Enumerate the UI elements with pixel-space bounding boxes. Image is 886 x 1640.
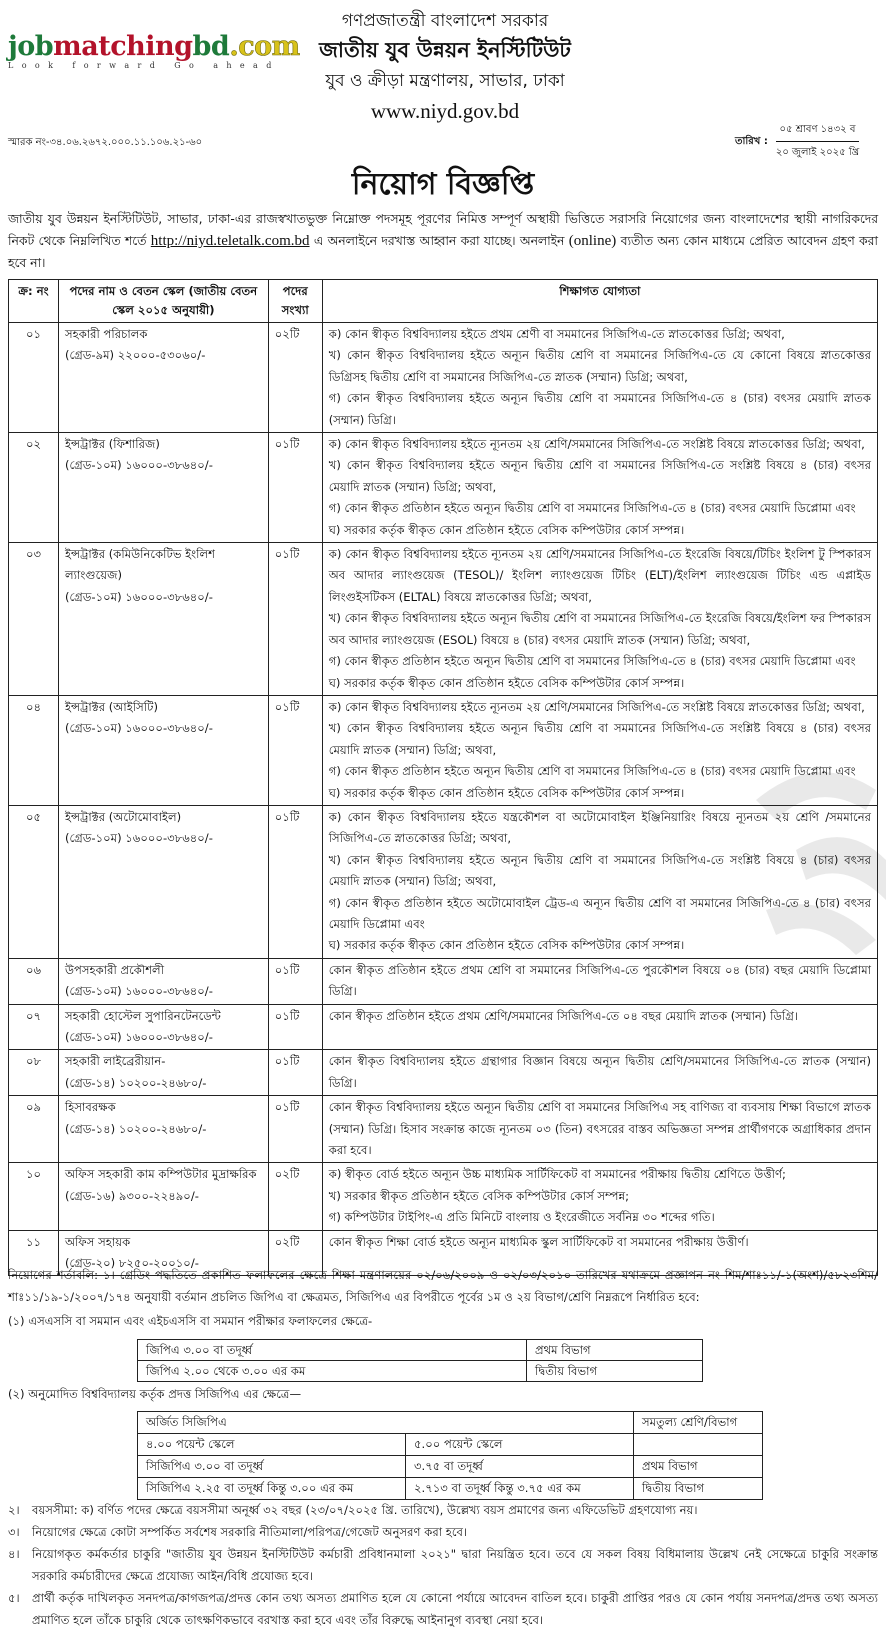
row-qualification: [322, 433, 877, 543]
qualification-item: কোন স্বীকৃত বিশ্ববিদ্যালয় হইতে অন্যূন দ্বিতীয় শ্রেণি বা সমমানের সিজিপিএ সহ বাণিজ্য বা ব্যবসায় শিক্ষা বিভাগে স্নাতক (সম্মান) ডিগ্রি। হিসাব সংক্রান্ত কাজে ন্যূনতম ০৩ (তিন) বৎসরের বাস্তব অভিজ্ঞতা সম্পন্ন প্রার্থীগণকে অগ্রাধিকার প্রদান করা হবে।: [328, 1100, 871, 1158]
page-title: নিয়োগ বিজ্ঞপ্তি: [351, 167, 535, 202]
post-name: অফিস সহকারী কাম কম্পিউটার মুদ্রাক্ষরিক: [64, 1167, 257, 1182]
government-name: গণপ্রজাতন্ত্রী বাংলাদেশ সরকার: [341, 11, 549, 31]
qualification-item: কোন স্বীকৃত বিশ্ববিদ্যালয় হইতে গ্রন্থাগার বিজ্ঞান বিষয়ে অন্যূন দ্বিতীয় শ্রেণি/সমমানের সিজিপিএ-তে স্নাতক (সম্মান) ডিগ্রি।: [328, 1054, 871, 1090]
qualification-item: ক) কোন স্বীকৃত বিশ্ববিদ্যালয় হইতে ন্যূনতম ২য় শ্রেণি/সমমানের সিজিপিএ-তে ইংরেজি বিষয়ে/টিচিং ইংলিশ টু স্পিকারস অব আদার ল্যাংগুয়েজ (TESOL)/ ইংলিশ ল্যাংগুয়েজ টিচিং (ELT)/ইংলিশ ল্যাংগুয়েজ টিচিং এন্ড এপ্লাইড লিংগুইসটিকস (ELTAL) বিষয়ে স্নাতকোত্তর ডিগ্রি; অথবা,: [328, 547, 871, 604]
conditions-intro: নিয়োগের শর্তাবলি: ১। গ্রেডিং পদ্ধতিতে প্রকাশিত ফলাফলের ক্ষেত্রে শিক্ষা মন্ত্রণালয়ের ০২/০৬/২০০৯ ও ০২/০৩/২০১০ তারিখের যথাক্রমে প্রজ্ঞাপন নং শিম/শাঃ১১/-১(অংশ)/৫৮২৩শিম/শাঃ১১/১৯-১/২০০৭/১৭৪ অনুযায়ী বর্তমান প্রচলিত জিপিএ বা ক্ষেত্রমত, সিজিপিএ এর বিপরীতে পূর্বের ১ম ও ২য় বিভাগ/শ্রেণি নিম্নরূপে নির্ধারিত হবে:: [8, 1268, 878, 1304]
rule-item: ৪। নিয়োগকৃত কর্মকর্তার চাকুরি "জাতীয় যুব উন্নয়ন ইনস্টিটিউট কর্মচারী প্রবিধানমালা ২০২১" দ্বারা নিয়ন্ত্রিত হবে। তবে যে সকল বিষয় বিধিমালায় উল্লেখ নেই সেক্ষেত্রে চাকুরি সংক্রান্ত সরকারি কর্মচারীদের ক্ষেত্রে প্রযোজ্য আইন/বিধি প্রযোজ্য হবে।: [8, 1547, 878, 1583]
table-row: [9, 1050, 878, 1096]
cgpa-table: [137, 1411, 763, 1500]
table-row: [9, 543, 878, 696]
row-serial: ০৪: [9, 695, 59, 805]
memo-number: স্মারক নং-৩৪.০৬.২৬৭২.০০০.১১.১০৬.২১-৬০: [8, 137, 203, 148]
row-qualification: [322, 543, 877, 696]
qualification-item: ঘ) সরকার কর্তৃক স্বীকৃত কোন প্রতিষ্ঠান হইতে বেসিক কম্পিউটার কোর্স সম্পন্ন।: [328, 938, 685, 953]
post-name: অফিস সহায়ক: [64, 1234, 131, 1249]
row-post: [58, 433, 268, 543]
table-row: [9, 1163, 878, 1230]
letterhead: [290, 8, 600, 126]
row-count: ০১টি: [268, 1050, 322, 1096]
header-post: পদের নাম ও বেতন স্কেল (জাতীয় বেতন স্কেল ২০১৫ অনুযায়ী): [58, 280, 268, 323]
row-qualification: [322, 323, 877, 433]
pay-scale: (গ্রেড-২০) ৮২৫০-২০০১০/-: [64, 1256, 199, 1271]
qualification-item: খ) কোন স্বীকৃত বিশ্ববিদ্যালয় হইতে অন্যূন দ্বিতীয় শ্রেণি বা সমমানের সিজিপিএ-তে যে কোনো বিষয়ে স্নাতকোত্তর ডিগ্রিসহ দ্বিতীয় শ্রেণি বা সমমানের সিজিপিএ-তে স্নাতক (সম্মান) ডিগ্রি; অথবা,: [328, 348, 871, 384]
row-serial: ১০: [9, 1163, 59, 1230]
row-count: ০১টি: [268, 1004, 322, 1050]
row-post: [58, 958, 268, 1004]
row-count: ০১টি: [268, 543, 322, 696]
row-serial: ০২: [9, 433, 59, 543]
post-name: ইন্সট্রাক্টর (অটোমোবাইল): [64, 809, 182, 824]
gpa-row: জিপিএ ৩.০০ বা তদূর্ধ্ব প্রথম বিভাগ: [138, 1340, 703, 1361]
logo-wordmark: jobmatchingbd.com: [8, 31, 300, 62]
table-row: [9, 695, 878, 805]
post-name: সহকারী লাইব্রেরীয়ান-: [64, 1054, 166, 1069]
qualification-item: খ) কোন স্বীকৃত বিশ্ববিদ্যালয় হইতে অন্যূন দ্বিতীয় শ্রেণি বা সমমানের সিজিপিএ-তে সংশ্লিষ্ট বিষয়ে ৪ (চার) বৎসর মেয়াদি স্নাতক (সম্মান) ডিগ্রি; অথবা,: [328, 458, 871, 494]
post-name: সহকারী পরিচালক: [64, 327, 148, 341]
post-name: হিসাবরক্ষক: [64, 1100, 116, 1115]
website-link[interactable]: www.niyd.gov.bd: [370, 99, 520, 123]
qualification-item: গ) কোন স্বীকৃত বিশ্ববিদ্যালয় হইতে অন্যূন দ্বিতীয় শ্রেণি বা সমমানের সিজিপিএ-তে ৪ (চার) বৎসর মেয়াদি স্নাতক (সম্মান) ডিগ্রি।: [328, 391, 871, 427]
row-count: ০২টি: [268, 323, 322, 433]
cgpa-header-row: অর্জিত সিজিপিএ সমতুল্য শ্রেণি/বিভাগ: [138, 1412, 763, 1434]
qualification-item: ক) কোন স্বীকৃত বিশ্ববিদ্যালয় হইতে ন্যূনতম ২য় শ্রেণি/সমমানের সিজিপিএ-তে সংশ্লিষ্ট বিষয়ে স্নাতকোত্তর ডিগ্রি; অথবা,: [328, 437, 865, 452]
table-row: [9, 323, 878, 433]
qualification-item: খ) কোন স্বীকৃত বিশ্ববিদ্যালয় হইতে অন্যূন দ্বিতীয় শ্রেণি বা সমমানের সিজিপিএ-তে সংশ্লিষ্ট বিষয়ে ৪ (চার) বৎসর মেয়াদি স্নাতক (সম্মান) ডিগ্রি; অথবা,: [328, 852, 871, 889]
pay-scale: (গ্রেড-১৪) ১০২০০-২৪৬৮০/-: [64, 1121, 207, 1136]
ssc-hsc-subheading: (১) এসএসসি বা সমমান এবং এইচএসসি বা সমমান পরীক্ষার ফলাফলের ক্ষেত্রে-: [8, 1314, 373, 1328]
qualification-item: গ) কোন স্বীকৃত প্রতিষ্ঠান হইতে অটোমোবাইল ট্রেড-এ অন্যূন দ্বিতীয় শ্রেণি বা সমমানের সিজিপিএ-তে ৪ (চার) বৎসর মেয়াদি ডিপ্লোমা এবং: [328, 895, 871, 931]
date-bangla: ০৫ শ্রাবণ ১৪৩২ ব: [776, 122, 859, 142]
cgpa-row: সিজিপিএ ৩.০০ বা তদূর্ধ্ব ৩.৭৫ বা তদূর্ধ্ব প্রথম বিভাগ: [138, 1456, 763, 1478]
apply-link[interactable]: http://niyd.teletalk.com.bd: [150, 233, 310, 249]
row-qualification: [322, 958, 877, 1004]
qualification-item: ক) কোন স্বীকৃত বিশ্ববিদ্যালয় হইতে ন্যূনতম ২য় শ্রেণি/সমমানের সিজিপিএ-তে সংশ্লিষ্ট বিষয়ে স্নাতকোত্তর ডিগ্রি; অথবা,: [328, 699, 865, 714]
row-post: [58, 323, 268, 433]
row-count: ০১টি: [268, 805, 322, 958]
qualification-item: ক) কোন স্বীকৃত বিশ্ববিদ্যালয় হইতে প্রথম শ্রেণী বা সমমানের সিজিপিএ-তে স্নাতকোত্তর ডিগ্রি; অথবা,: [328, 327, 785, 341]
row-post: [58, 1096, 268, 1163]
rule-item: ৩। নিয়োগের ক্ষেত্রে কোটা সম্পর্কিত সর্বশেষ সরকারি নীতিমালা/পরিপত্র/গেজেট অনুসরণ করা হবে।: [8, 1525, 468, 1539]
qualification-item: গ) কোন স্বীকৃত প্রতিষ্ঠান হইতে অন্যূন দ্বিতীয় শ্রেণি বা সমমানের সিজিপিএ-তে ৪ (চার) বৎসর মেয়াদি ডিপ্লোমা এবং: [328, 501, 856, 516]
pay-scale: (গ্রেড-১০ম) ১৬০০০-৩৮৬৪০/-: [64, 1030, 213, 1044]
row-qualification: [322, 805, 877, 958]
row-serial: ০১: [9, 323, 59, 433]
header-qualification: শিক্ষাগত যোগ্যতা: [322, 280, 877, 323]
row-qualification: [322, 1096, 877, 1163]
pay-scale: (গ্রেড-১৪) ১০২০০-২৪৬৮০/-: [64, 1075, 207, 1090]
post-name: ইন্সট্রাক্টর (আইসিটি): [64, 699, 158, 714]
row-count: ০২টি: [268, 1163, 322, 1230]
pay-scale: (গ্রেড-১০ম) ১৬০০০-৩৮৬৪০/-: [64, 831, 213, 846]
row-serial: ০৮: [9, 1050, 59, 1096]
intro-paragraph: জাতীয় যুব উন্নয়ন ইনস্টিটিউট, সাভার, ঢাকা-এর রাজস্বখাতভুক্ত নিম্নোক্ত পদসমূহ পূরণের নিমিত্ত সম্পূর্ণ অস্থায়ী ভিত্তিতে সরাসরি নিয়োগের জন্য বাংলাদেশের স্থায়ী নাগরিকদের নিকট থেকে নিম্নলিখিত শর্তে http://niyd.teletalk.com.bd এ অনলাইনে দরখাস্ত আহ্বান করা যাচ্ছে। অনলাইন (online) ব্যতীত অন্য কোন মাধ্যমে প্রেরিত আবেদন গ্রহণ করা হবে না।: [8, 212, 878, 270]
header-count: পদের সংখ্যা: [268, 280, 322, 323]
ministry-address: যুব ও ক্রীড়া মন্ত্রণালয়, সাভার, ঢাকা: [325, 71, 565, 91]
vacancy-rows: [9, 323, 878, 1276]
row-count: ০১টি: [268, 433, 322, 543]
row-serial: ০৯: [9, 1096, 59, 1163]
gpa-row: জিপিএ ২.০০ থেকে ৩.০০ এর কম দ্বিতীয় বিভাগ: [138, 1361, 703, 1382]
qualification-item: ঘ) সরকার কর্তৃক স্বীকৃত কোন প্রতিষ্ঠান হইতে বেসিক কম্পিউটার কোর্স সম্পন্ন।: [328, 675, 685, 690]
row-serial: ০৭: [9, 1004, 59, 1050]
qualification-item: খ) কোন স্বীকৃত বিশ্ববিদ্যালয় হইতে অন্যূন দ্বিতীয় শ্রেণি বা সমমানের সিজিপিএ-তে ইংরেজি বিষয়ে/ইংলিশ ফর স্পিকারস অব আদার ল্যাংগুয়েজ (ESOL) বিষয়ে ৪ (চার) বৎসর মেয়াদি স্নাতক (সম্মান) ডিগ্রি; অথবা,: [328, 611, 871, 647]
qualification-item: কোন স্বীকৃত শিক্ষা বোর্ড হইতে অন্যূন মাধ্যমিক স্কুল সার্টিফিকেট বা সমমানের পরীক্ষায় উত্তীর্ণ।: [328, 1234, 749, 1249]
row-serial: ০৩: [9, 543, 59, 696]
pay-scale: (গ্রেড-১৬) ৯৩০০-২২৪৯০/-: [64, 1188, 199, 1203]
post-name: ইন্সট্রাক্টর (কমিউনিকেটিভ ইংলিশ ল্যাংগুয়েজ): [64, 547, 215, 583]
cgpa-scale-row: ৪.০০ পয়েন্ট স্কেলে ৫.০০ পয়েন্ট স্কেলে: [138, 1434, 763, 1456]
row-serial: ০৬: [9, 958, 59, 1004]
qualification-item: গ) কম্পিউটার টাইপিং-এ প্রতি মিনিটে বাংলায় ও ইংরেজীতে সর্বনিম্ন ৩০ শব্দের গতি।: [328, 1210, 715, 1225]
row-count: ০২টি: [268, 1230, 322, 1276]
table-row: [9, 1004, 878, 1050]
post-name: সহকারী হোস্টেল সুপারিনটেনডেন্ট: [64, 1008, 221, 1023]
rule-item: ২। বয়সসীমা: ক) বর্ণিত পদের ক্ষেত্রে বয়সসীমা অনূর্ধ্ব ৩২ বছর (২৩/০৭/২০২৫ খ্রি. তারিখে), উল্লেখ্য বয়স প্রমাণের জন্য এফিডেভিট গ্রহণযোগ্য নয়।: [8, 1503, 698, 1517]
qualification-item: গ) কোন স্বীকৃত প্রতিষ্ঠান হইতে অন্যূন দ্বিতীয় শ্রেণি বা সমমানের সিজিপিএ-তে ৪ (চার) বৎসর মেয়াদি ডিপ্লোমা এবং: [328, 654, 856, 669]
row-serial: ১১: [9, 1230, 59, 1276]
date-label: তারিখ :: [735, 135, 768, 147]
pay-scale: (গ্রেড-১০ম) ১৬০০০-৩৮৬৪০/-: [64, 589, 213, 604]
pay-scale: (গ্রেড-১০ম) ১৬০০০-৩৮৬৪০/-: [64, 984, 213, 999]
row-post: [58, 805, 268, 958]
qualification-item: ক) স্বীকৃত বোর্ড হইতে অন্যূন উচ্চ মাধ্যমিক সার্টিফিকেট বা সমমানের পরীক্ষায় দ্বিতীয় শ্রেণিতে উত্তীর্ণ;: [328, 1167, 786, 1182]
header-serial: ক্র: নং: [9, 280, 59, 323]
table-header-row: [9, 280, 878, 323]
row-post: [58, 695, 268, 805]
gpa-table: [137, 1339, 703, 1382]
post-name: উপসহকারী প্রকৌশলী: [64, 962, 165, 977]
date-block: [735, 122, 859, 162]
table-row: [9, 805, 878, 958]
cgpa-subheading: (২) অনুমোদিত বিশ্ববিদ্যালয় কর্তৃক প্রদত্ত সিজিপিএ এর ক্ষেত্রে—: [8, 1387, 302, 1401]
table-row: [9, 433, 878, 543]
rules-list: [8, 1499, 878, 1631]
qualification-item: ঘ) সরকার কর্তৃক স্বীকৃত কোন প্রতিষ্ঠান হইতে বেসিক কম্পিউটার কোর্স সম্পন্ন।: [328, 785, 685, 800]
row-post: [58, 543, 268, 696]
site-logo[interactable]: [8, 32, 298, 71]
row-count: ০১টি: [268, 1096, 322, 1163]
qualification-item: কোন স্বীকৃত প্রতিষ্ঠান হইতে প্রথম শ্রেণি বা সমমানের সিজিপিএ-তে পুরকৌশল বিষয়ে ০৪ (চার) বছর মেয়াদি ডিপ্লোমা ডিগ্রি।: [328, 962, 871, 999]
qualification-item: খ) সরকার স্বীকৃত প্রতিষ্ঠান হইতে বেসিক কম্পিউটার কোর্স সম্পন্ন;: [328, 1188, 630, 1203]
row-post: [58, 1163, 268, 1230]
row-qualification: [322, 1050, 877, 1096]
row-qualification: [322, 1004, 877, 1050]
pay-scale: (গ্রেড-১০ম) ১৬০০০-৩৮৬৪০/-: [64, 721, 213, 736]
row-post: [58, 1050, 268, 1096]
row-count: ০১টি: [268, 695, 322, 805]
rule-item: ৫। প্রার্থী কর্তৃক দাখিলকৃত সনদপত্র/কাগজপত্র/প্রদত্ত কোন তথ্য অসত্য প্রমাণিত হলে যে কোনো পর্যায়ে আবেদন বাতিল হবে। চাকুরী প্রাপ্তির পরও যে কোন পর্যায় সনদপত্র/প্রদত্ত তথ্য অসত্য প্রমাণিত হলে তাঁকে চাকুরি থেকে তাৎক্ষণিকভাবে বরখাস্ত করা হবে এবং তাঁর বিরুদ্ধে আইনানুগ ব্যবস্থা নেয়া হবে।: [8, 1591, 878, 1627]
qualification-item: খ) কোন স্বীকৃত বিশ্ববিদ্যালয় হইতে অন্যূন দ্বিতীয় শ্রেণি বা সমমানের সিজিপিএ-তে সংশ্লিষ্ট বিষয়ে ৪ (চার) বৎসর মেয়াদি স্নাতক (সম্মান) ডিগ্রি; অথবা,: [328, 721, 871, 757]
pay-scale: (গ্রেড-১০ম) ১৬০০০-৩৮৬৪০/-: [64, 458, 213, 473]
row-count: ০১টি: [268, 958, 322, 1004]
date-english: ২০ জুলাই ২০২৫ খ্রি: [775, 147, 860, 158]
row-serial: ০৫: [9, 805, 59, 958]
table-row: [9, 1096, 878, 1163]
vacancy-table: [8, 279, 878, 1276]
row-qualification: [322, 1163, 877, 1230]
post-name: ইন্সট্রাক্টর (ফিশারিজ): [64, 437, 160, 452]
row-post: [58, 1004, 268, 1050]
qualification-item: ক) কোন স্বীকৃত বিশ্ববিদ্যালয় হইতে যন্ত্রকৌশল বা অটোমোবাইল ইঞ্জিনিয়ারিং বিষয়ে ন্যূনতম ২য় শ্রেণি /সমমানের সিজিপিএ-তে স্নাতকোত্তর ডিগ্রি; অথবা,: [328, 809, 871, 846]
institute-name: জাতীয় যুব উন্নয়ন ইনস্টিটিউট: [319, 38, 571, 62]
qualification-item: কোন স্বীকৃত প্রতিষ্ঠান হইতে প্রথম শ্রেণি/সমমানের সিজিপিএ-তে ০৪ বছর মেয়াদি স্নাতক (সম্মান) ডিগ্রি।: [328, 1008, 799, 1023]
logo-tagline: Look forward Go ahead: [8, 61, 280, 70]
table-row: [9, 958, 878, 1004]
pay-scale: (গ্রেড-৯ম) ২২০০০-৫৩০৬০/-: [64, 348, 206, 363]
row-qualification: [322, 695, 877, 805]
cgpa-row: সিজিপিএ ২.২৫ বা তদূর্ধ্ব কিন্তু ৩.০০ এর কম ২.৭১৩ বা তদূর্ধ্ব কিন্তু ৩.৭৫ এর কম দ্বিতীয় বিভাগ: [138, 1478, 763, 1500]
qualification-item: ঘ) সরকার কর্তৃক স্বীকৃত কোন প্রতিষ্ঠান হইতে বেসিক কম্পিউটার কোর্স সম্পন্ন।: [328, 522, 685, 537]
qualification-item: গ) কোন স্বীকৃত প্রতিষ্ঠান হইতে অন্যূন দ্বিতীয় শ্রেণি বা সমমানের সিজিপিএ-তে ৪ (চার) বৎসর মেয়াদি ডিপ্লোমা এবং: [328, 764, 856, 779]
